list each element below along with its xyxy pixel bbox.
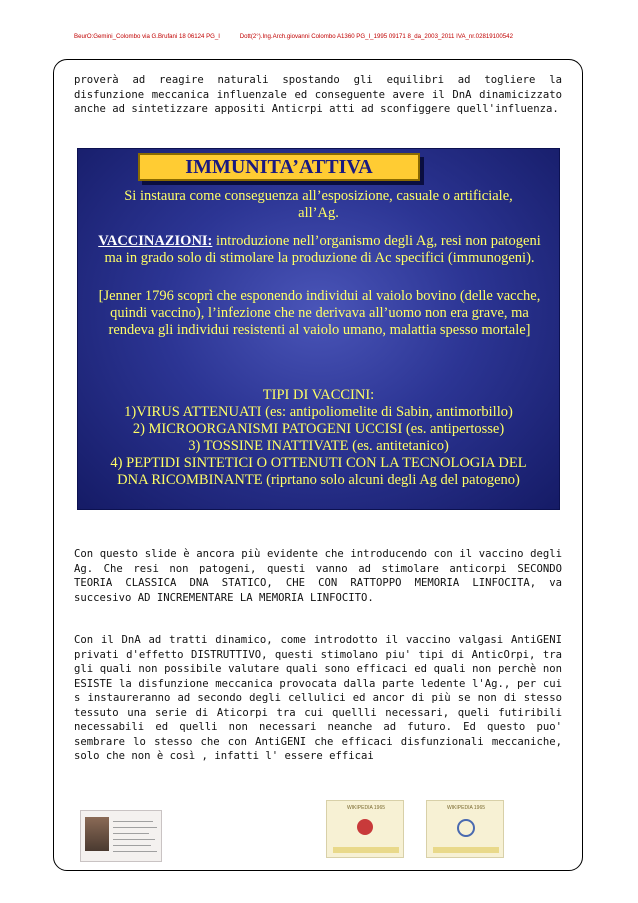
slide-jenner-note: [Jenner 1796 scoprì che esponendo individui al vaiolo bovino (delle vacche, quindi vaccino), l’infezione che ne derivava all’uomo non era grave, ma rendeva gli individui resistenti al vaiolo umano, malattia spesso mortale] — [98, 288, 541, 338]
blue-seal-icon — [457, 819, 475, 837]
slide-line-1: Si instaura come conseguenza all’esposizione, casuale o artificiale, — [124, 188, 513, 204]
paragraph-dynamic-dna: Con il DnA ad tratti dinamico, come introdotto il vaccino valgasi AntiGENI privati d'effetto DISTRUTTIVO, questi stimolano piu' tipi di AnticOrpi, tra gli quali non possibile valutare quali sono efficaci ed quali non perchè non ESISTE la disfunzione meccanica provocata dalla parte ledente l'Ag., per cui s instaureranno ad secondo degli cellulici ed ancor di più se non di stesso tessuto una serie di Aticorpi tra cui quellli necessari, queli futiribili necessabili ed quelli non necessari neanche ad futuro. Ed questo puo' sembrare lo stesso che con AntiGENI che efficaci disfunzionali meccaniche, solo che non è così , infatti l' essere efficai — [74, 634, 562, 762]
slide-type-2: 2) MICROORGANISMI PATOGENI UCCISI (es. antipertosse) — [132, 421, 505, 437]
certificate-image-2 — [426, 800, 504, 858]
certificate-2-caption: WIKIPEDIA 1965 — [446, 805, 486, 811]
header-address: BeurO:Gemini_Colombo via G.Brufani 18 06124 PG_I — [74, 33, 220, 40]
slide-title-box — [138, 153, 420, 181]
portrait-photo — [85, 817, 109, 851]
slide-vaccinazioni-keyword: VACCINAZIONI: — [98, 233, 213, 249]
page-header — [74, 33, 574, 40]
slide-image — [77, 148, 560, 510]
header-credentials: Dott(2°).Ing.Arch.giovanni Colombo A1360 PG_I_1995 09171 8_da_2003_2011 IVA_nr.02819100542 — [239, 33, 513, 40]
slide-type-3: 3) TOSSINE INATTIVATE (es. antitetanico) — [188, 438, 449, 454]
slide-title: IMMUNITA’ATTIVA — [185, 156, 373, 178]
slide-line-2: all’Ag. — [298, 205, 339, 221]
red-seal-icon — [357, 819, 373, 835]
slide-type-1: 1)VIRUS ATTENUATI (es: antipoliomelite di Sabin, antimorbillo) — [124, 404, 513, 420]
certificate-1-caption: WIKIPEDIA 1965 — [346, 805, 386, 811]
slide-types-title: TIPI DI VACCINI: — [262, 387, 375, 403]
slide-vaccinazioni-text: introduzione nell’organismo degli Ag, resi non patogeni ma in grado solo di stimolare la produzione di Ac specifici (immunogeni). — [104, 233, 541, 266]
slide-type-4a: 4) PEPTIDI SINTETICI O OTTENUTI CON LA TECNOLOGIA DEL — [110, 455, 527, 471]
business-card-image — [80, 810, 162, 862]
certificate-image-1 — [326, 800, 404, 858]
slide-type-4b: DNA RICOMBINANTE (riprtano solo alcuni degli Ag del patogeno) — [117, 472, 520, 488]
slide-vaccinazioni — [94, 233, 545, 267]
paragraph-slide-comment: Con questo slide è ancora più evidente che introducendo con il vaccino degli Ag. Che resi non patogeni, questi vanno ad stimolare anticorpi SECONDO TEORIA CLASSICA DNA STATICO, CHE CON RATTOPPO MEMORIA LINFOCITA, va succesivo AD INCREMENTARE LA MEMORIA LINFOCITO. — [74, 548, 562, 604]
paragraph-intro: proverà ad reagire naturali spostando gli equilibri ad togliere la disfunzione meccanica influenzale ed conseguente avere il DnA dinamicizzato anche ad sintetizzare appositi Anticrpi atti ad sconfiggere quell'influenza. — [74, 74, 562, 115]
